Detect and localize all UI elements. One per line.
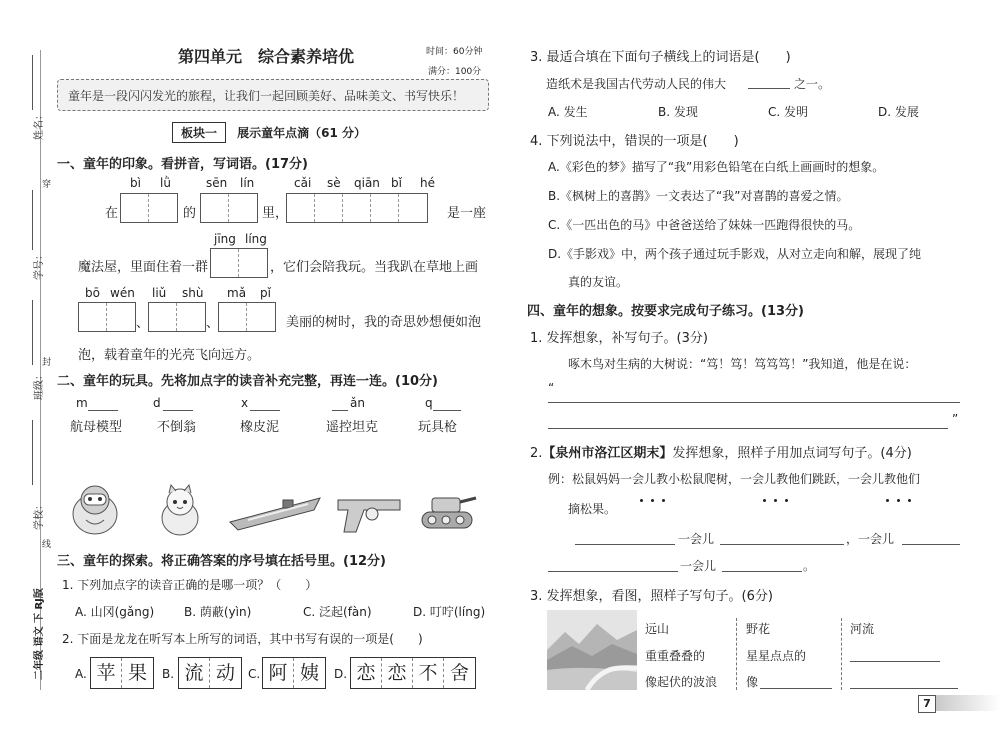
answer-line[interactable]: [850, 688, 958, 689]
q3-s3-option[interactable]: A. 发生: [548, 105, 588, 119]
pinyin: bō: [85, 286, 100, 300]
option-a-word[interactable]: [90, 657, 154, 689]
answer-grid-jingling[interactable]: [210, 248, 268, 278]
q1-text: 是一座: [447, 206, 487, 221]
answer-grid-caise[interactable]: [286, 193, 428, 223]
q1-text: 泡，载着童年的光亮飞向远方。: [78, 348, 261, 363]
aircraft-carrier-icon: [228, 492, 322, 534]
answer-line[interactable]: [902, 544, 960, 545]
col-text: 河流: [850, 622, 875, 636]
pinyin: lǜ: [160, 176, 171, 190]
toy-gun-icon: [334, 492, 406, 536]
pinyin: lín: [240, 176, 255, 190]
option-b-word[interactable]: [178, 657, 242, 689]
time-limit: 时间：60分钟: [426, 47, 483, 57]
q1-comma: 、: [136, 316, 150, 331]
margin-feng: 封: [42, 358, 52, 368]
answer-line[interactable]: [548, 571, 678, 572]
page-number: 7: [918, 695, 936, 713]
pinyin: cǎi: [294, 176, 312, 190]
binding-margin: [0, 0, 52, 735]
student-no-label: 学号：: [34, 250, 45, 280]
q1-title: 一、童年的印象。看拼音，写词语。(17分): [57, 157, 308, 172]
pinyin: bǐ: [391, 176, 402, 190]
option-label[interactable]: A.: [75, 667, 87, 681]
quote-open: “: [548, 381, 555, 395]
q3-s4-option[interactable]: C.《一匹出色的马》中爸爸送给了妹妹一匹跑得很快的马。: [548, 218, 861, 232]
intro-banner: [57, 79, 489, 111]
q4-s2-num: 2.: [530, 446, 543, 461]
example-sentence: 例：松鼠妈妈一会儿教小松鼠爬树，一会儿教他们跳跃，一会儿教他们: [548, 472, 921, 486]
column-divider: [736, 618, 737, 690]
toy-word: 不倒翁: [157, 420, 197, 435]
name-line: [32, 55, 33, 110]
q2-title: 二、童年的玩具。先将加点字的读音补充完整，再连一连。(10分): [57, 374, 438, 389]
block-tag: 板块一: [172, 122, 226, 143]
toy-word: 橡皮泥: [240, 420, 280, 435]
book-label: 二年级 语文 下 RJ版: [34, 588, 45, 680]
option-label[interactable]: D.: [334, 667, 348, 681]
q3-title: 三、童年的探索。将正确答案的序号填在括号里。(12分): [57, 554, 386, 569]
margin-xian: 线: [42, 540, 52, 550]
q1-text: ，它们会陪我玩。当我趴在草地上画: [270, 260, 479, 275]
q4-s2-word: 一会儿: [680, 559, 717, 573]
pinyin-blank[interactable]: [163, 410, 193, 411]
q3-sub2: 2. 下面是龙龙在听写本上所写的词语，其中书写有误的一项是( ): [62, 632, 423, 646]
answer-line[interactable]: [720, 544, 844, 545]
word-char: 流: [179, 658, 210, 688]
answer-line[interactable]: [575, 544, 675, 545]
word-char: 果: [127, 662, 147, 684]
q3-s3-sentence: 造纸术是我国古代劳动人民的伟大: [546, 77, 727, 91]
col-text: 像: [746, 675, 759, 689]
word-char: 动: [215, 662, 235, 684]
source-tag: 【泉州市洛江区期末】: [542, 446, 673, 461]
answer-grid-bilu[interactable]: [120, 193, 178, 223]
answer-grid-bowen[interactable]: [78, 302, 136, 332]
q1-text: 里，: [262, 206, 289, 221]
page-title: 第四单元 综合素养培优: [178, 47, 355, 66]
col-text: 野花: [746, 622, 771, 636]
toy-tank-icon: [418, 488, 478, 534]
q4-s1-text: 啄木鸟对生病的大树说：“笃！笃！笃笃笃！”我知道，他是在说：: [568, 357, 917, 371]
example-sentence-cont: 摘松果。: [568, 502, 617, 516]
pinyin: pǐ: [260, 286, 271, 300]
pinyin: jīng: [214, 232, 236, 246]
q4-title: 四、童年的想象。按要求完成句子练习。(13分): [527, 304, 804, 319]
q1-text: 的: [183, 206, 197, 221]
landscape-image: [547, 610, 637, 690]
answer-grid-senlin[interactable]: [200, 193, 258, 223]
col-text: 远山: [645, 622, 670, 636]
pinyin-hint: m: [76, 396, 88, 410]
q4-s2-word: ，一会儿: [846, 532, 895, 546]
col-text: 星星点点的: [746, 649, 807, 663]
col-text: 像起伏的波浪: [645, 675, 718, 689]
name-label: 姓名：: [34, 110, 45, 140]
q4-sub2: [530, 442, 912, 461]
pinyin: hé: [420, 176, 435, 190]
answer-line[interactable]: [760, 688, 832, 689]
block-heading: [172, 122, 366, 143]
pinyin-blank[interactable]: [332, 410, 348, 411]
word-char: 舍: [449, 662, 469, 684]
pinyin-blank[interactable]: [433, 410, 461, 411]
fill-blank[interactable]: [748, 88, 790, 89]
option-label[interactable]: B.: [162, 667, 175, 681]
toy-word: 遥控坦克: [326, 420, 379, 435]
option-d-word[interactable]: [350, 657, 476, 689]
q3-s1-option[interactable]: B. 荫蔽(yìn): [184, 605, 252, 619]
toy-word: 航母模型: [70, 420, 123, 435]
pinyin: wén: [110, 286, 135, 300]
word-char: 恋: [351, 658, 382, 688]
q3-sub1: 1. 下列加点字的读音正确的是哪一项？（ ）: [62, 578, 318, 592]
q1-text: 美丽的树时，我的奇思妙想便如泡: [286, 315, 482, 330]
answer-line[interactable]: [548, 428, 948, 429]
school-line: [32, 420, 33, 485]
answer-line[interactable]: [548, 402, 960, 403]
full-score: 满分：100分: [428, 67, 482, 77]
q3-s3-sentence-end: 之一。: [794, 77, 831, 91]
pinyin: shù: [182, 286, 204, 300]
q3-s1-option[interactable]: A. 山冈(gǎng): [75, 605, 155, 619]
pinyin-hint: x: [241, 396, 249, 410]
pinyin: qiān: [354, 176, 380, 190]
word-char: 阿: [263, 658, 294, 688]
column-divider: [841, 618, 842, 690]
pinyin: bì: [130, 176, 141, 190]
toy-word: 玩具枪: [418, 420, 458, 435]
block-title: 展示童年点滴（61 分）: [237, 126, 366, 140]
q3-sub3: 3. 最适合填在下面句子横线上的词语是( ): [530, 50, 791, 65]
pinyin-hint: ǎn: [350, 396, 365, 410]
q4-s2-period: 。: [803, 559, 816, 573]
q1-text: 魔法屋，里面住着一群: [78, 260, 209, 275]
q3-s4-option[interactable]: B.《枫树上的喜鹊》一文表达了“我”对喜鹊的喜爱之情。: [548, 189, 849, 203]
q3-sub4: 4. 下列说法中，错误的一项是( ): [530, 134, 739, 149]
tumbler-cat-icon: [158, 484, 202, 536]
q3-s3-option[interactable]: B. 发现: [658, 105, 698, 119]
q3-s3-option[interactable]: C. 发明: [768, 105, 809, 119]
emphasis-dots: [882, 487, 915, 506]
q4-s2-instruction: 发挥想象，照样子用加点词写句子。(4分): [672, 446, 912, 461]
word-char: 恋: [382, 658, 413, 688]
q4-sub3: 3. 发挥想象，看图，照样子写句子。(6分): [530, 589, 773, 604]
q3-s1-option[interactable]: D. 叮咛(líng): [413, 605, 486, 619]
quote-close: ”: [952, 412, 959, 426]
intro-text: 童年是一段闪闪发光的旅程，让我们一起回顾美好、品味美文、书写快乐！: [68, 89, 465, 103]
q1-comma: 、: [206, 316, 220, 331]
pinyin-blank[interactable]: [88, 410, 118, 411]
pinyin: mǎ: [227, 286, 247, 300]
pinyin: sēn: [206, 176, 228, 190]
pinyin-hint: q: [425, 396, 433, 410]
option-c-word[interactable]: [262, 657, 326, 689]
robot-doll-icon: [68, 482, 122, 536]
q1-text: 在: [105, 206, 119, 221]
q3-s4-option[interactable]: D.《手影戏》中，两个孩子通过玩手影戏，从对立走向和解，展现了纯: [548, 247, 922, 261]
pinyin: líng: [245, 232, 267, 246]
emphasis-dots: [636, 487, 669, 506]
word-char: 姨: [299, 662, 319, 684]
q4-sub1: 1. 发挥想象，补写句子。(3分): [530, 331, 708, 346]
answer-line[interactable]: [722, 571, 802, 572]
q3-s4-option-cont: 真的友谊。: [568, 275, 629, 289]
q3-s4-option[interactable]: A.《彩色的梦》描写了“我”用彩色铅笔在白纸上画画时的想象。: [548, 160, 885, 174]
emphasis-dots: [759, 487, 792, 506]
pinyin: liǔ: [152, 286, 167, 300]
pinyin-hint: d: [153, 396, 161, 410]
option-label[interactable]: C.: [248, 667, 261, 681]
q3-s3-option[interactable]: D. 发展: [878, 105, 919, 119]
q3-s1-option[interactable]: C. 泛起(fàn): [303, 605, 372, 619]
class-line: [32, 300, 33, 365]
margin-chuan: 穿: [42, 180, 52, 190]
pinyin: sè: [327, 176, 341, 190]
school-label: 学校：: [34, 500, 45, 530]
pinyin-blank[interactable]: [250, 410, 280, 411]
q4-s2-word: 一会儿: [678, 532, 715, 546]
word-char: 不: [413, 658, 444, 688]
word-char: 苹: [91, 658, 122, 688]
class-label: 班级：: [34, 370, 45, 400]
student-no-line: [32, 190, 33, 250]
answer-grid-mapi[interactable]: [218, 302, 276, 332]
col-text: 重重叠叠的: [645, 649, 706, 663]
answer-line[interactable]: [850, 661, 940, 662]
answer-grid-liushu[interactable]: [148, 302, 206, 332]
